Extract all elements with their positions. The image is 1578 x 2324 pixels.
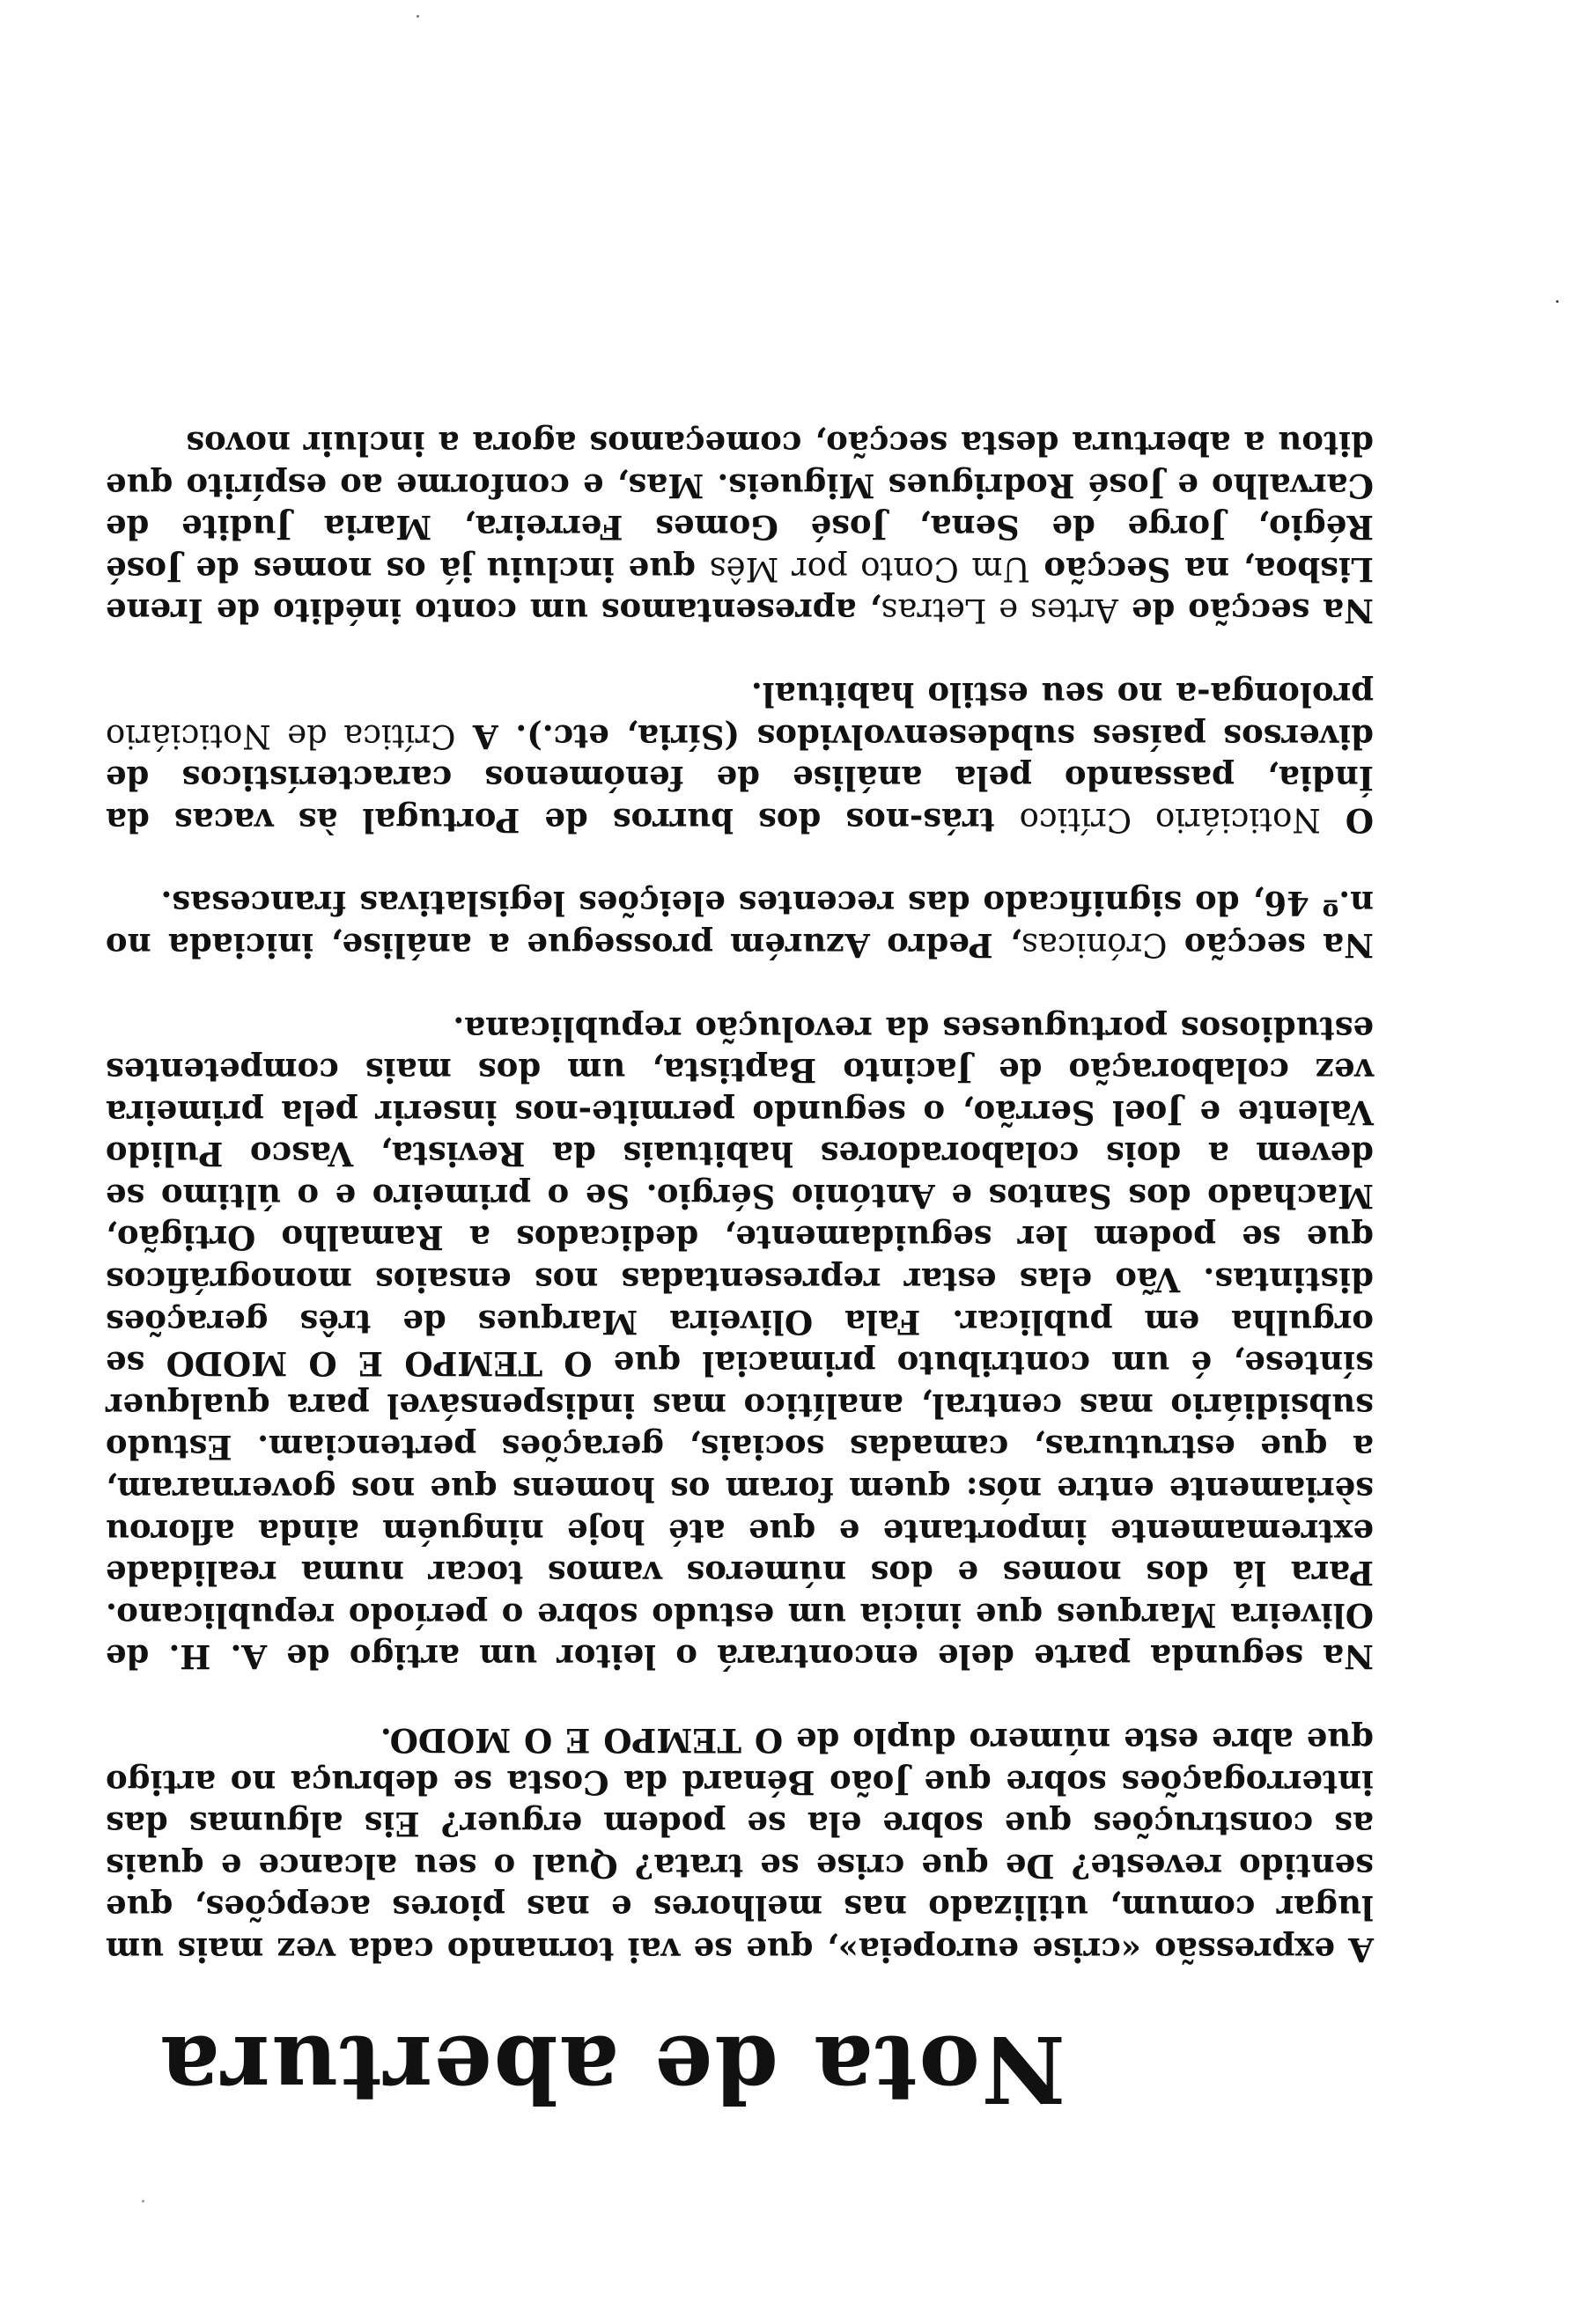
text-column xyxy=(106,422,1374,2122)
light-term: Um Conto por Mês xyxy=(709,549,1030,588)
paragraph-noticiario-critico: O Noticiário Crítico trás-nos dos burros de Portugal às vacas da Índia, passando pela análise de fenómenos característicos de diversos países subdesenvolvidos (Síria, etc.). A Crítica de Noticiário prolonga-a no seu estilo habitual. xyxy=(105,674,1374,840)
scan-speck xyxy=(142,2200,144,2203)
light-term: Artes e Letras xyxy=(881,592,1119,630)
page-title: Nota de abertura xyxy=(158,2015,1066,2123)
paragraph-oliveira-marques: Na segunda parte dele encontrará o leitor um artigo de A. H. de Oliveira Marques que inicia um estudo sobre o período republicano. Para lá dos nomes e dos números vamos tocar numa realidade extremamente importante e que até hoje ninguém ainda aflorou sèriamente entre nós: quem foram os homens que nos governaram, a que estruturas, camadas sociais, gerações pertenciam. Estudo subsidiário mas central, analítico mas indispensável para qualquer síntese, é um contributo primacial que O TEMPO E O MODO se orgulha em publicar. Fala Oliveira Marques de três gerações distintas. Vão elas estar representadas nos ensaios monográficos que se podem ler seguidamente, dedicados a Ramalho Ortigão, Machado dos Santos e António Sérgio. Se o primeiro e o último se devem a dois colaboradores habituais da Revista, Vasco Pulido Valente e Joel Serrão, o segundo permite-nos inserir pela primeira vez colaboração de Jacinto Baptista, um dos mais competentes estudiosos portugueses da revolução republicana. xyxy=(106,1009,1374,1677)
light-term: Noticiário Crítico xyxy=(1019,800,1321,839)
paragraph-cronicas: Na secção Crónicas, Pedro Azurém prossegue a análise, iniciada no n.º 46, do significado das recentes eleições legislativas francesas. xyxy=(106,884,1374,965)
light-term: Crónicas xyxy=(1021,925,1168,964)
scan-speck xyxy=(1556,300,1559,303)
paragraph-crise-europeia: A expressão «crise europeia», que se vai tornando cada vez mais um lugar comum, utilizado nas melhores e nas piores acepções, que sentido reveste? De que crise se trata? Qual o seu alcance e quais as construções que sobre ela se podem erguer? Eis algumas das interrogações sobre que João Bénard da Costa se debruça no artigo que abre este número duplo de O TEMPO E O MODO. xyxy=(106,1721,1374,1969)
light-term: Crítica de Noticiário xyxy=(105,717,456,755)
article-body xyxy=(106,422,1374,1970)
scan-speck xyxy=(417,15,419,18)
paragraph-artes-e-letras: Na secção de Artes e Letras, apresentamos um conto inédito de Irene Lisboa, na Secção Um Conto por Mês que incluiu já os nomes de José Régio, Jorge de Sena, José Gomes Ferreira, Maria Judite de Carvalho e José Rodrigues Migueis. Mas, e conforme ao espírito que ditou a abertura desta secção, começamos agora a incluir novos xyxy=(106,424,1374,631)
